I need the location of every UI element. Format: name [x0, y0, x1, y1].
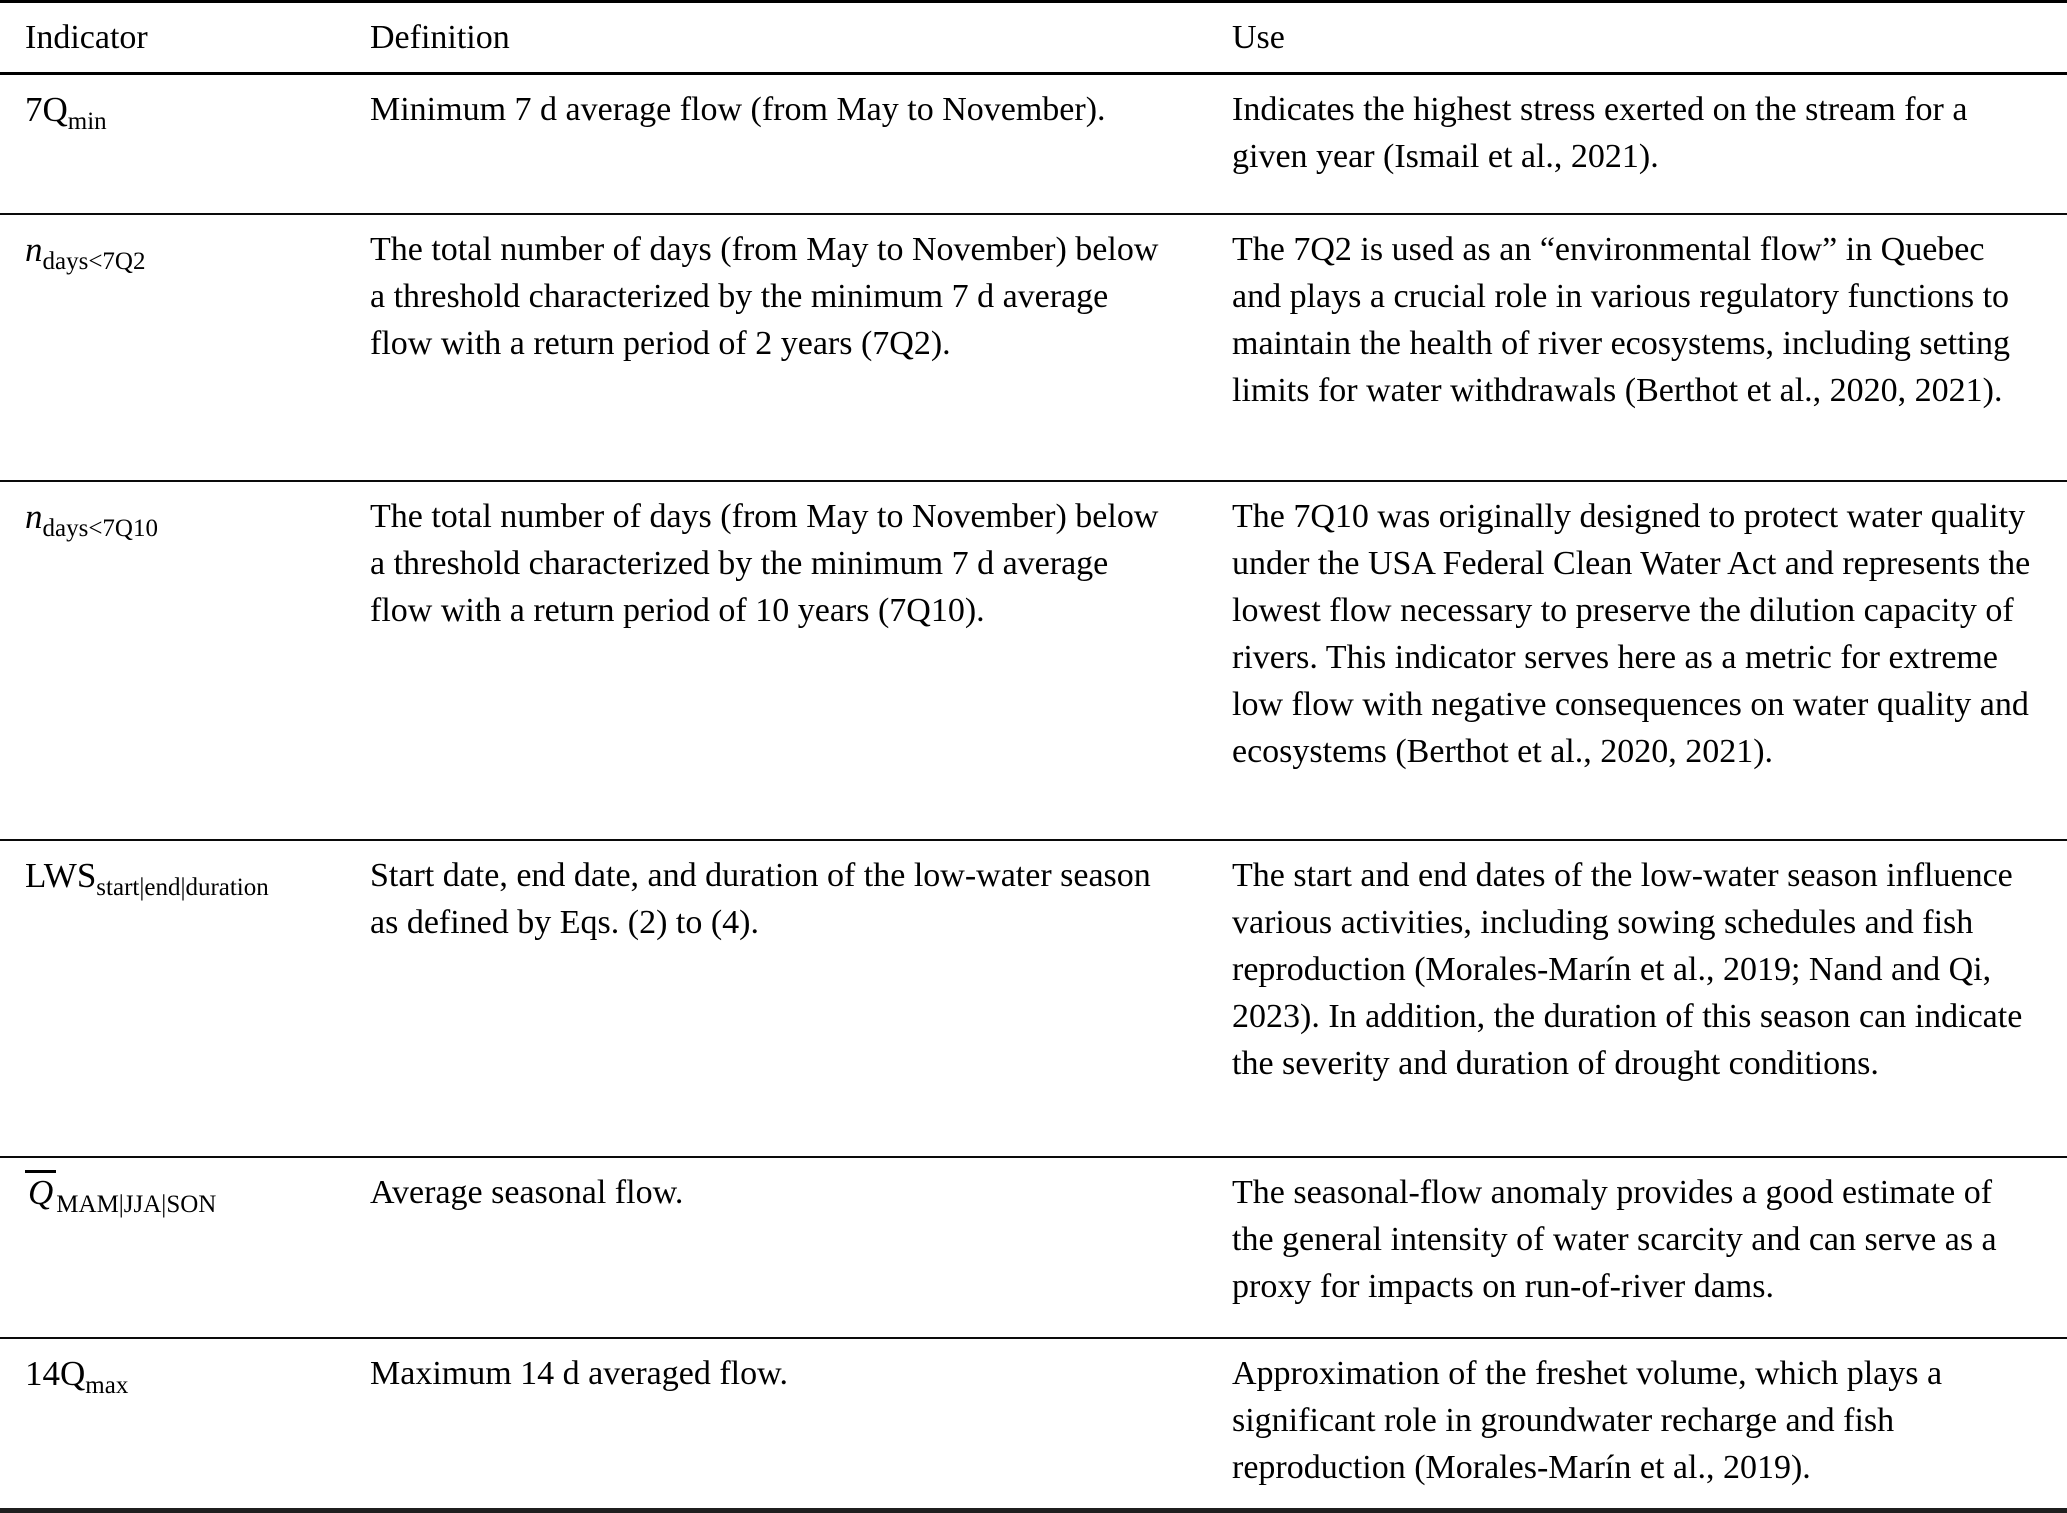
indicator-cell	[0, 1338, 345, 1511]
indicator-cell	[0, 74, 345, 215]
use-cell: The seasonal-flow anomaly provides a good estimate of the general intensity of water scarcity and can serve as a proxy for impacts on run-of-river dams.	[1207, 1157, 2067, 1338]
column-header-indicator: Indicator	[0, 2, 345, 74]
indicator-symbol: $n_{days<7Q2}$	[25, 230, 146, 275]
column-header-use: Use	[1207, 2, 2067, 74]
definition-cell: The total number of days (from May to November) below a threshold characterized by the minimum 7 d average flow with a return period of 10 years (7Q10).	[345, 481, 1207, 840]
table-row	[0, 1338, 2067, 1511]
indicator-cell	[0, 1157, 345, 1338]
definition-cell: Start date, end date, and duration of the low-water season as defined by Eqs. (2) to (4).	[345, 840, 1207, 1157]
use-cell: The 7Q10 was originally designed to protect water quality under the USA Federal Clean Water Act and represents the lowest flow necessary to preserve the dilution capacity of rivers. This indicator serves here as a metric for extreme low flow with negative consequences on water quality and ecosystems (Berthot et al., 2020, 2021).	[1207, 481, 2067, 840]
use-cell: Approximation of the freshet volume, which plays a significant role in groundwater recharge and fish reproduction (Morales-Marín et al., 2019).	[1232, 1355, 1943, 1486]
table-header-row	[0, 2, 2067, 74]
use-cell: The 7Q2 is used as an “environmental flow” in Quebec and plays a crucial role in various regulatory functions to maintain the health of river ecosystems, including setting limits for water withdrawals (Berthot et al., 2020, 2021).	[1207, 214, 2067, 481]
definition-cell: Average seasonal flow.	[345, 1157, 1207, 1338]
indicator-symbol: $7Q_{min}$	[25, 90, 107, 135]
definition-cell: The total number of days (from May to November) below a threshold characterized by the minimum 7 d average flow with a return period of 2 years (7Q2).	[345, 214, 1207, 481]
definition-cell: Maximum 14 d averaged flow.	[370, 1355, 788, 1392]
use-cell: The start and end dates of the low-water season influence various activities, including sowing schedules and fish reproduction (Morales-Marín et al., 2019; Nand and Qi, 2023). In addition, the duration of this season can indicate the severity and duration of drought conditions.	[1207, 840, 2067, 1157]
table-row	[0, 481, 2067, 840]
table-row	[0, 1157, 2067, 1338]
indicator-symbol: $n_{days<7Q10}$	[25, 497, 158, 542]
table-row	[0, 840, 2067, 1157]
column-header-definition: Definition	[345, 2, 1207, 74]
indicator-symbol: $14Q_{max}$	[25, 1354, 129, 1399]
indicator-cell	[0, 840, 345, 1157]
indicator-cell	[0, 481, 345, 840]
indicator-symbol: $LWS_{start|end|duration}$	[25, 856, 269, 901]
indicator-cell	[0, 214, 345, 481]
definition-cell: Minimum 7 d average flow (from May to November).	[345, 74, 1207, 215]
table-row	[0, 214, 2067, 481]
use-cell: Indicates the highest stress exerted on the stream for a given year (Ismail et al., 2021).	[1207, 74, 2067, 215]
indicator-symbol: Q $_{MAM|JJA|SON}$	[25, 1173, 216, 1212]
table-row	[0, 74, 2067, 215]
